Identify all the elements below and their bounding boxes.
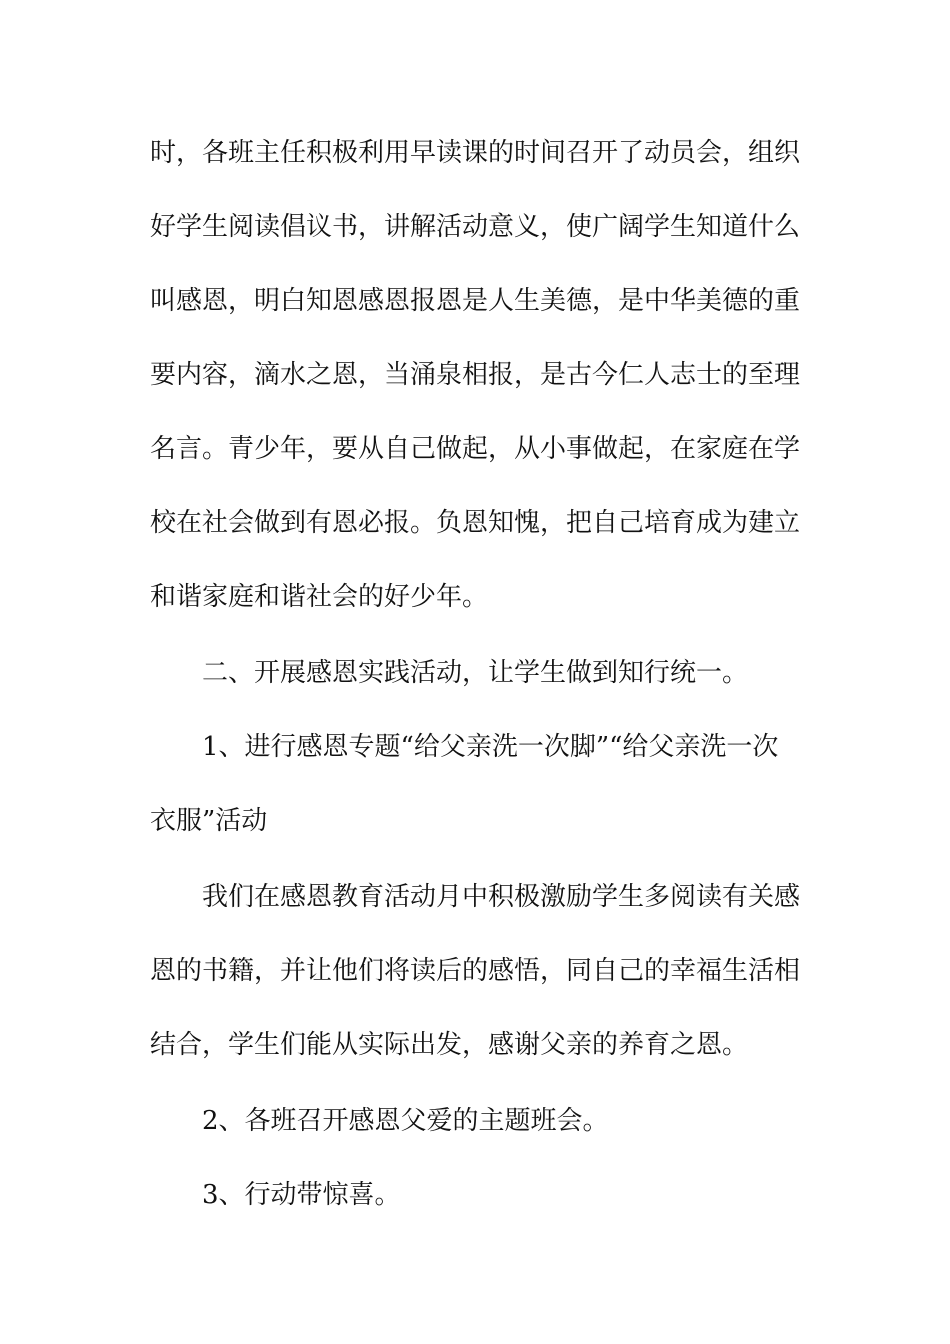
paragraph-line: 校在社会做到有恩必报。负恩知愧，把自己培育成为建立: [150, 508, 801, 538]
paragraph-line: 我们在感恩教育活动月中积极激励学生多阅读有关感: [202, 882, 801, 912]
paragraph-line: 时，各班主任积极利用早读课的时间召开了动员会，组织: [150, 138, 801, 168]
paragraph-line: 名言。青少年，要从自己做起，从小事做起，在家庭在学: [150, 434, 801, 464]
paragraph-line: 叫感恩，明白知恩感恩报恩是人生美德，是中华美德的重: [150, 286, 801, 316]
paragraph-line: 和谐家庭和谐社会的好少年。: [150, 582, 489, 612]
list-item-heading: 1、进行感恩专题“给父亲洗一次脚”“给父亲洗一次: [202, 732, 779, 762]
paragraph-line: 要内容，滴水之恩，当涌泉相报，是古今仁人志士的至理: [150, 360, 801, 390]
paragraph-line: 衣服”活动: [150, 806, 268, 836]
paragraph-line: 结合，学生们能从实际出发，感谢父亲的养育之恩。: [150, 1030, 749, 1060]
list-item-heading: 3、行动带惊喜。: [202, 1180, 401, 1210]
paragraph-line: 恩的书籍，并让他们将读后的感悟，同自己的幸福生活相: [150, 956, 801, 986]
section-heading: 二、开展感恩实践活动，让学生做到知行统一。: [202, 658, 749, 688]
list-item-heading: 2、各班召开感恩父爱的主题班会。: [202, 1106, 609, 1136]
paragraph-line: 好学生阅读倡议书，讲解活动意义，使广阔学生知道什么: [150, 212, 801, 242]
